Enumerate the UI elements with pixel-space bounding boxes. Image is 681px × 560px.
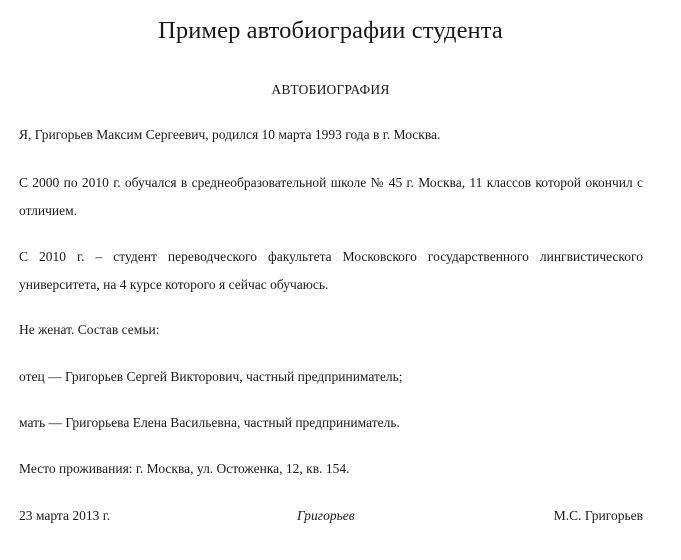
signature-name: М.С. Григорьев xyxy=(553,508,643,523)
signature-date: 23 марта 2013 г. xyxy=(19,508,111,523)
page-title: Пример автобиографии студента xyxy=(158,17,503,44)
paragraph-birth: Я, Григорьев Максим Сергеевич, родился 10 марта 1993 года в г. Москва. xyxy=(19,127,441,142)
paragraph-mother: мать — Григорьева Елена Васильевна, частный предприниматель. xyxy=(19,415,400,430)
document-heading: АВТОБИОГРАФИЯ xyxy=(271,82,390,97)
signature-row xyxy=(19,502,643,530)
paragraph-residence: Место проживания: г. Москва, ул. Остоженка, 12, кв. 154. xyxy=(19,461,350,476)
paragraph-father: отец — Григорьев Сергей Викторович, частный предприниматель; xyxy=(19,369,403,384)
handwritten-signature: Григорьев xyxy=(297,508,355,523)
paragraph-university: С 2010 г. – студент переводческого факультета Московского государственного лингвистического университета, на 4 курсе которого я сейчас обучаюсь. xyxy=(19,249,643,292)
paragraph-school: С 2000 по 2010 г. обучался в среднеобразовательной школе № 45 г. Москва, 11 классов которой окончил с отличием. xyxy=(19,175,643,218)
paragraph-family-status: Не женат. Состав семьи: xyxy=(19,322,160,337)
